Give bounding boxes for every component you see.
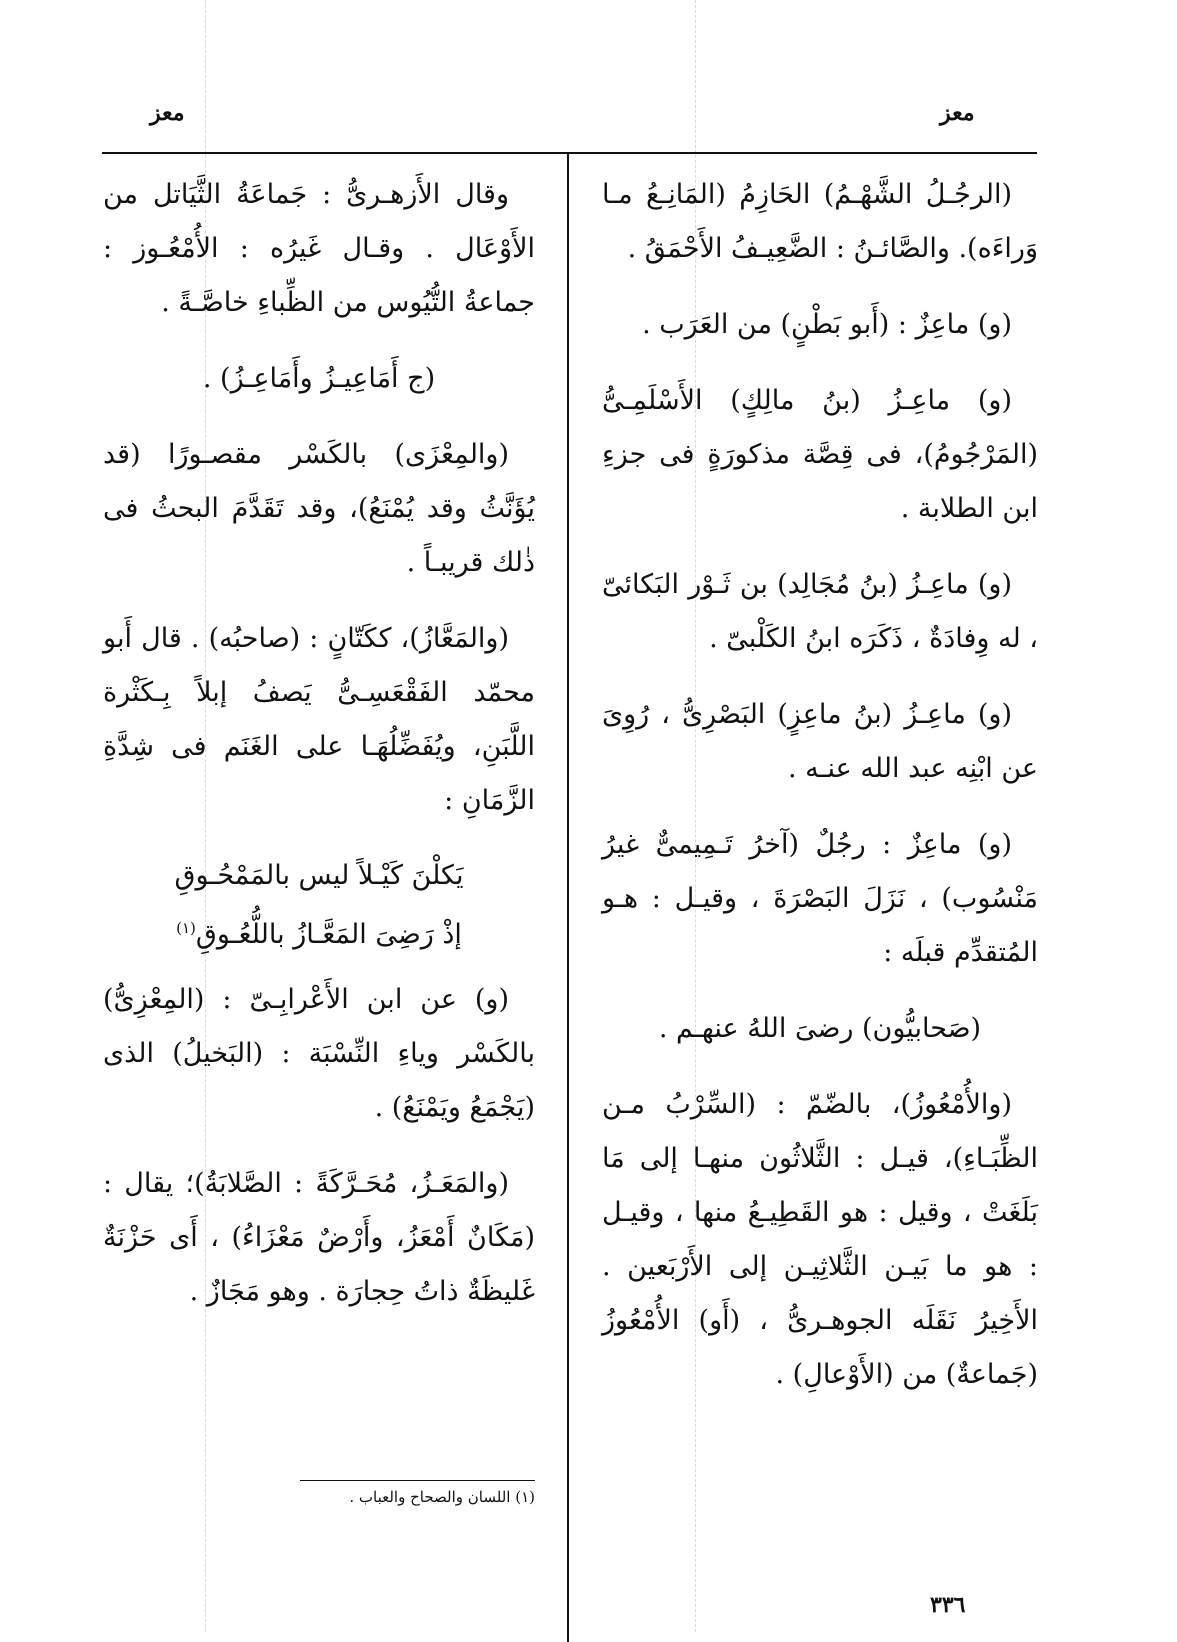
entry-paragraph: (ج أَمَاعِيـزُ وأَمَاعِـزُ) . [202, 363, 436, 394]
entry-paragraph: (والمَعَّازُ)، ككَتّانٍ : (صاحبُه) . قال أَبو محمّد الفَقْعَسِـىُّ يَصفُ إبلاً بِـكَثْرة اللَّبَنِ، ويُفَضِّلُهَـا على الغَنَم فى شِدَّةِ الزَّمَانِ : [103, 623, 535, 816]
left-column [103, 168, 535, 1341]
page-number: ٣٣٦ [930, 1592, 966, 1618]
right-column [602, 168, 1038, 1424]
verse-line [103, 902, 535, 961]
verse-text: إذْ رَضِىَ المَعَّـازُ باللُّعُـوقِ [195, 919, 462, 950]
footnote-marker: (١) [176, 919, 196, 937]
verse-text: يَكلْنَ كَيْـلاً ليس بالمَمْحُـوقِ [174, 860, 464, 891]
entry-paragraph: (و) ماعِزٌ : (أَبو بَطْنٍ) من العَرَب . [642, 309, 1012, 340]
entry-paragraph: (و) عن ابن الأَعْرابِـىّ : (المِعْزِىُّ) بالكَسْر وياءِ النِّسْبَة : (البَخيلُ) الذى (يَجْمَعُ ويَمْنَعُ) . [103, 984, 535, 1123]
footnote: (١) اللسان والصحاح والعباب . [349, 1488, 535, 1506]
entry-paragraph: (والأُمْعُوزُ)، بالضّمّ : (السِّرْبُ مـن الظِّبَـاءِ)، قيـل : الثَّلاثُون منهـا إلى مَا بَلَغَتْ ، وقيل : هو القَطِيـعُ منها ، وقيـل : هو ما بَيـن الثَّلاثِيـن إلى الأَرْبَعين . الأَخِيرُ نَقَلَه الجوهـرىُّ ، (أَو) الأُمْعُوزُ (جَماعةٌ) من (الأَوْعالِ) . [602, 1089, 1038, 1390]
left-headword: معز [150, 100, 185, 126]
header-rule [102, 152, 1037, 154]
right-headword: معز [940, 100, 975, 126]
entry-paragraph: وقال الأَزهـرىُّ : جَماعَةُ الثَّيَاتل من الأَوْعَال . وقـال غَيرُه : الأُمْعُـوز : جماعةُ التُّيُوس من الظِّباءِ خاصَّـةً . [103, 179, 535, 318]
entry-paragraph: (والمَعَـزُ، مُحَـرَّكَةً : الصَّلابَةُ)؛ يقال : (مَكَانٌ أَمْعَزُ، وأَرْضٌ مَعْزَاءُ) ، أَى حَزْنَةٌ غَليظَةٌ ذاتُ حِجارَة . وهو مَجَازٌ . [103, 1168, 535, 1307]
entry-paragraph: (و) ماعِـزُ (بنُ مُجَالِد) بن ثَـوْر البَكائىّ ، له وِفادَةٌ ، ذَكَرَه ابنُ الكَلْبىّ . [602, 569, 1038, 654]
footnote-rule [300, 1480, 535, 1481]
entry-paragraph: (و) ماعِزٌ : رجُلٌ (آخرُ تَـمِيمىٌّ غيرُ مَنْسُوب) ، نَزَلَ البَصْرَةَ ، وقيـل : هـو المُتقدِّم قبلَه : [602, 829, 1038, 968]
entry-paragraph: (والمِعْزَى) بالكَسْر مقصـورًا (قد يُؤَنَّثُ وقد يُمْنَعُ)، وقد تَقَدَّمَ البحثُ فى ذٰلك قريبـاً . [103, 439, 535, 578]
entry-paragraph: (و) ماعِـزُ (بنُ ماعِزٍ) البَصْرِىُّ ، رُوِىَ عن ابْنِه عبد الله عنـه . [602, 699, 1038, 784]
entry-paragraph: (الرجُـلُ الشَّهْـمُ) الحَازِمُ (المَانِـعُ مـا وَراءَه). والصَّائـنُ : الضَّعِيـفُ الأَحْمَقُ . [602, 179, 1038, 264]
column-divider [567, 152, 569, 1642]
entry-paragraph: (و) ماعِـزُ (بنُ مالِكٍ) الأَسْلَمِـىُّ (المَرْجُومُ)، فى قِصَّة مذكورَةٍ فى جزءِ ابن الطلابة . [602, 385, 1038, 524]
verse-line [103, 850, 535, 902]
entry-paragraph: (صَحابيُّون) رضىَ اللهُ عنهـم . [658, 1013, 982, 1044]
